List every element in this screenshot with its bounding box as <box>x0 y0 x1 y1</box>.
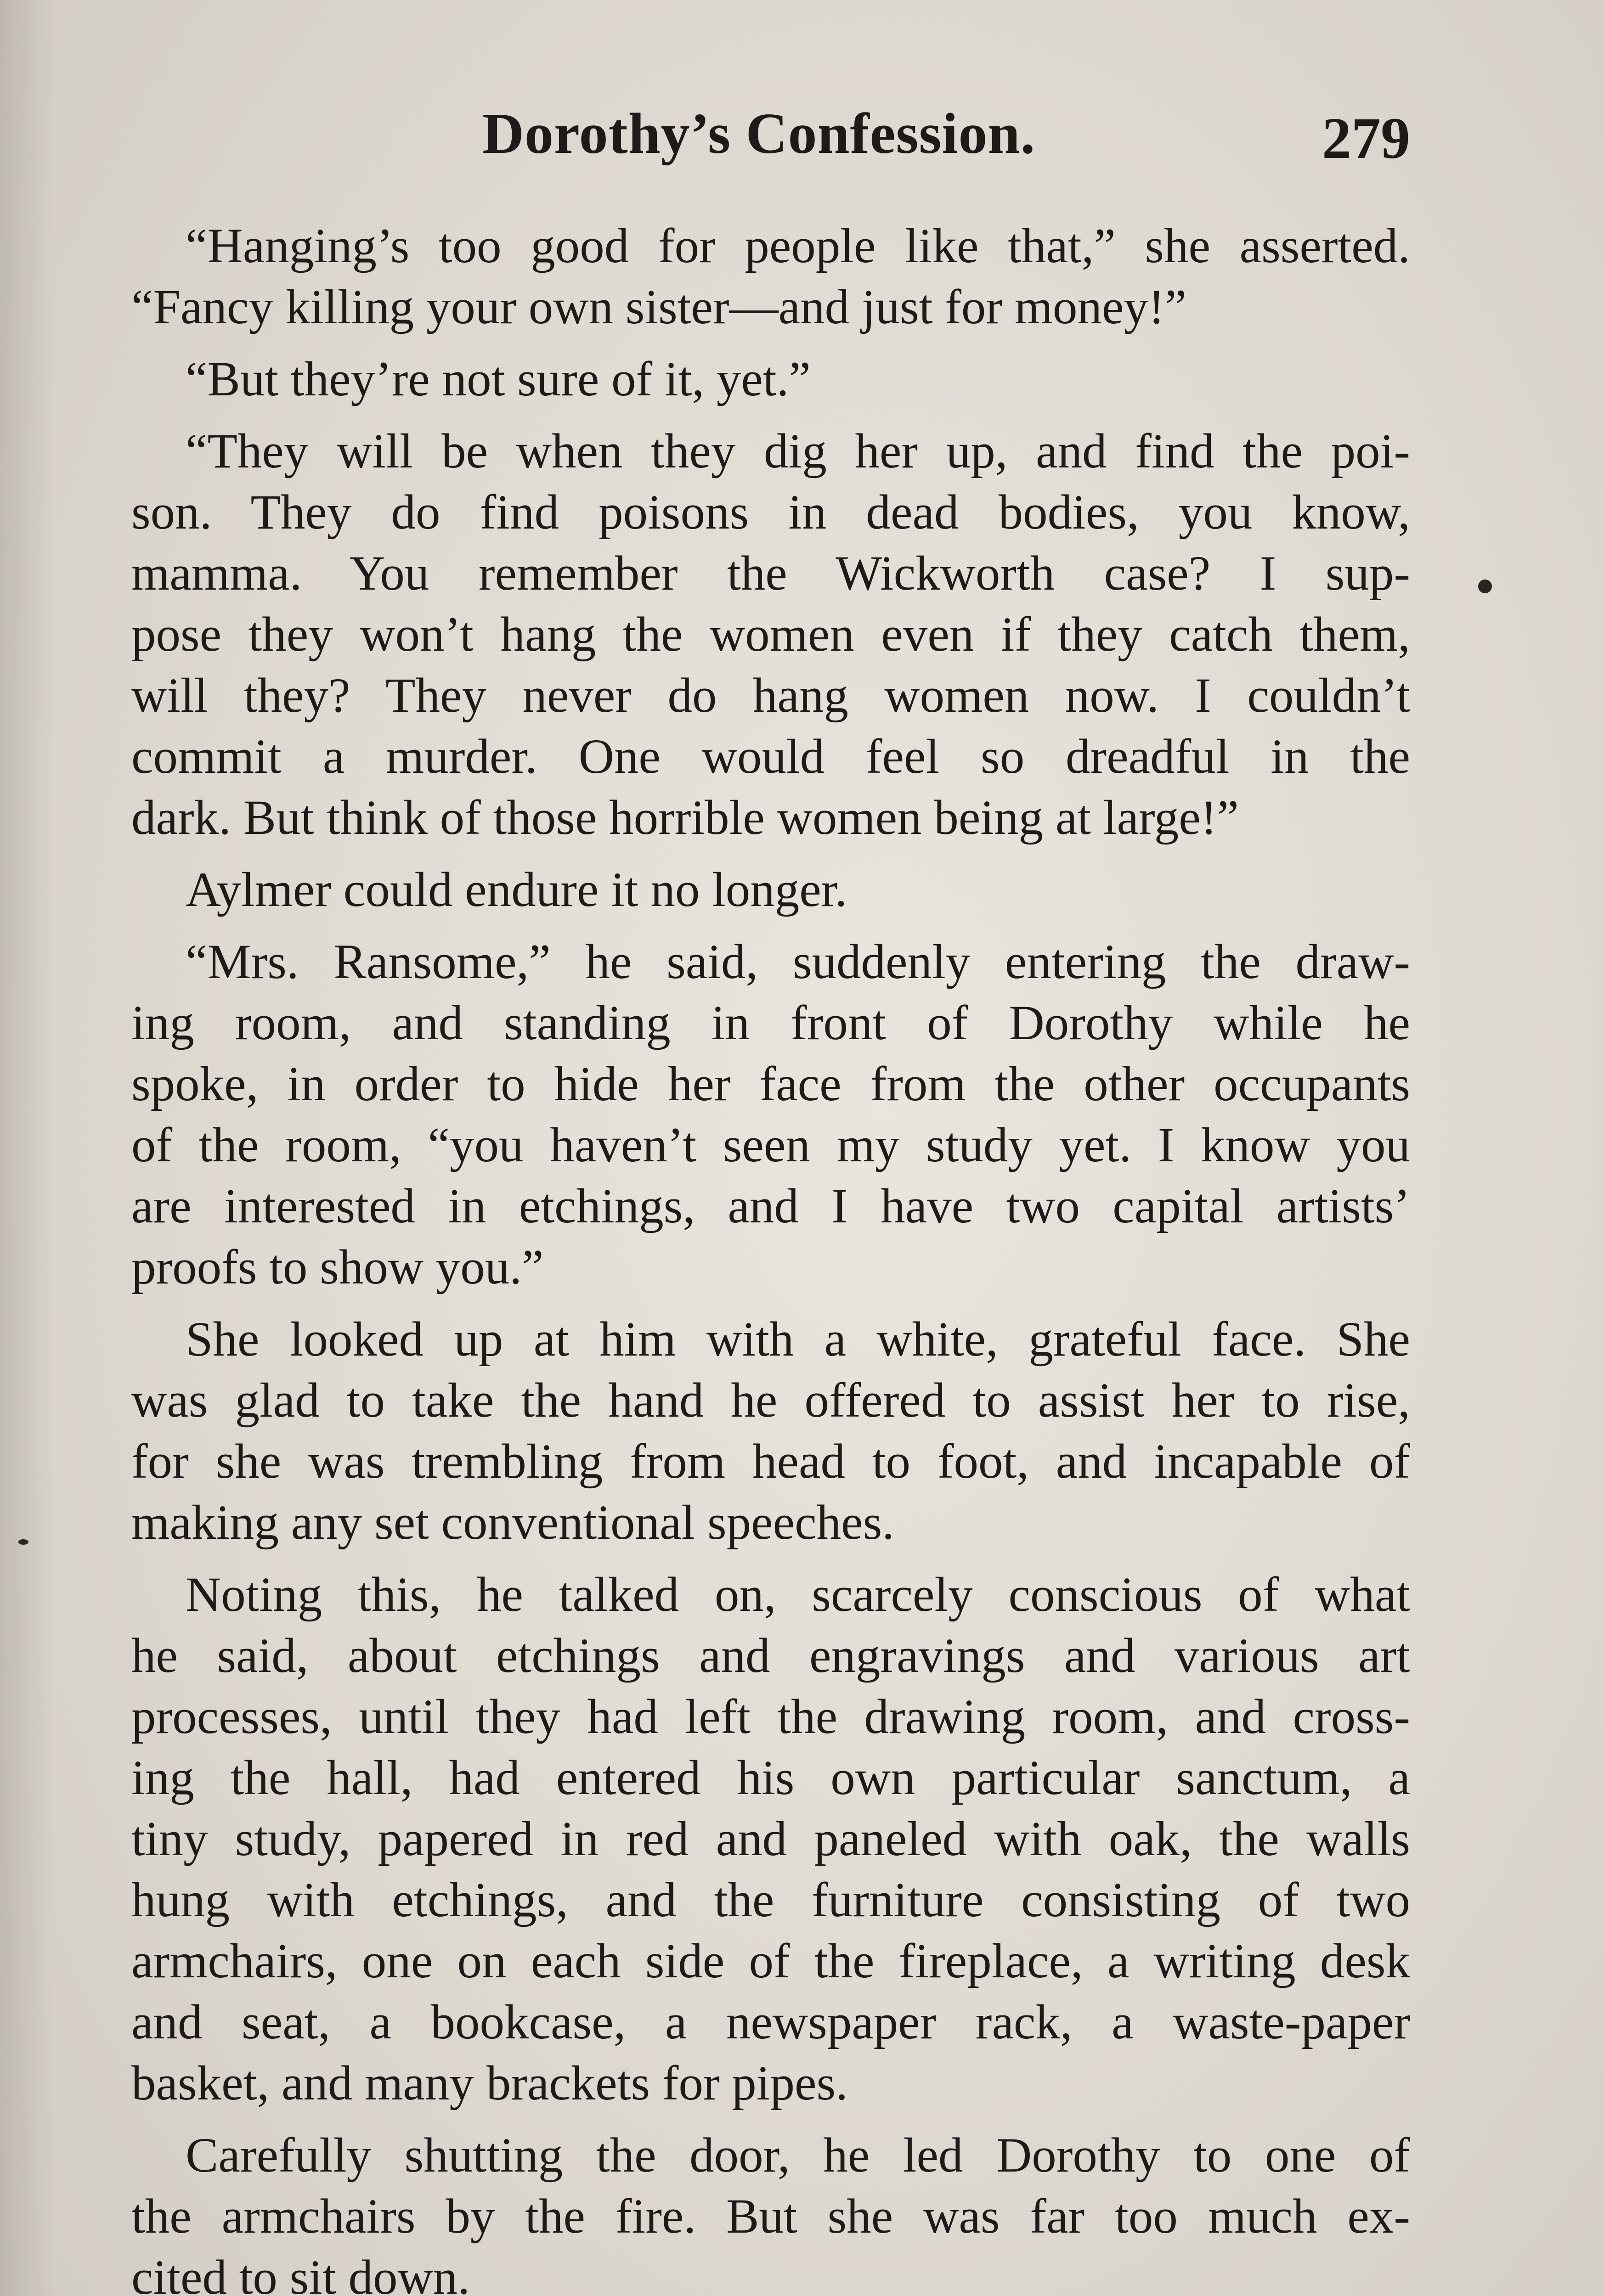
text-line: processes, until they had left the drawing room, and cross- <box>131 1690 1410 1744</box>
text-line: are interested in etchings, and I have two capital artists’ <box>131 1179 1410 1233</box>
paragraph <box>131 349 1410 410</box>
text-line: of the room, “you haven’t seen my study yet. I know you <box>131 1118 1410 1172</box>
ink-speck <box>1478 580 1492 593</box>
text-line: Aylmer could endure it no longer. <box>186 863 847 917</box>
text-line: tiny study, papered in red and paneled with oak, the walls <box>131 1812 1410 1866</box>
text-line: She looked up at him with a white, grateful face. She <box>186 1312 1410 1367</box>
text-line: “Fancy killing your own sister—and just for money!” <box>131 280 1187 334</box>
text-line: “Hanging’s too good for people like that,” she asserted. <box>186 219 1410 273</box>
text-line: dark. But think of those horrible women being at large!” <box>131 791 1239 845</box>
text-line: mamma. You remember the Wickworth case? I sup- <box>131 546 1410 601</box>
text-line: “They will be when they dig her up, and find the poi- <box>186 424 1410 478</box>
text-line: and seat, a bookcase, a newspaper rack, a waste-paper <box>131 1995 1410 2049</box>
text-line: ing room, and standing in front of Dorothy while he <box>131 996 1410 1050</box>
text-line: spoke, in order to hide her face from the other occupants <box>131 1057 1410 1111</box>
text-line: cited to sit down. <box>131 2251 470 2296</box>
text-line: hung with etchings, and the furniture consisting of two <box>131 1873 1410 1927</box>
text-line: commit a murder. One would feel so dreadful in the <box>131 730 1410 784</box>
text-line: making any set conventional speeches. <box>131 1496 894 1550</box>
text-line: pose they won’t hang the women even if they catch them, <box>131 608 1410 662</box>
text-line: was glad to take the hand he offered to assist her to rise, <box>131 1373 1410 1428</box>
chapter-title: Dorothy’s Confession. <box>482 102 1036 166</box>
text-line: he said, about etchings and engravings and various art <box>131 1629 1410 1683</box>
paragraph <box>131 421 1410 849</box>
text-line: “But they’re not sure of it, yet.” <box>186 352 811 406</box>
paragraph <box>131 2125 1410 2296</box>
paragraph <box>131 1564 1410 2114</box>
paragraph <box>131 932 1410 1298</box>
binding-shadow <box>0 0 55 2296</box>
paragraph <box>131 1309 1410 1553</box>
ink-speck <box>18 1539 28 1545</box>
running-head <box>133 101 1410 188</box>
text-line: for she was trembling from head to foot, and incapable of <box>131 1435 1410 1489</box>
page-number: 279 <box>1322 106 1410 171</box>
paragraph <box>131 216 1410 338</box>
text-line: proofs to show you.” <box>131 1240 544 1294</box>
text-line: will they? They never do hang women now. I couldn’t <box>131 669 1410 723</box>
text-line: armchairs, one on each side of the fireplace, a writing desk <box>131 1934 1410 1988</box>
text-line: the armchairs by the fire. But she was far too much ex- <box>131 2189 1410 2244</box>
body-text <box>131 216 1410 2296</box>
text-line: basket, and many brackets for pipes. <box>131 2056 848 2110</box>
paragraph <box>131 860 1410 921</box>
text-line: son. They do find poisons in dead bodies, you know, <box>131 485 1410 540</box>
text-line: Carefully shutting the door, he led Dorothy to one of <box>186 2128 1410 2183</box>
text-line: “Mrs. Ransome,” he said, suddenly entering the draw- <box>186 935 1410 989</box>
text-line: ing the hall, had entered his own particular sanctum, a <box>131 1751 1410 1805</box>
text-line: Noting this, he talked on, scarcely conscious of what <box>186 1568 1410 1622</box>
